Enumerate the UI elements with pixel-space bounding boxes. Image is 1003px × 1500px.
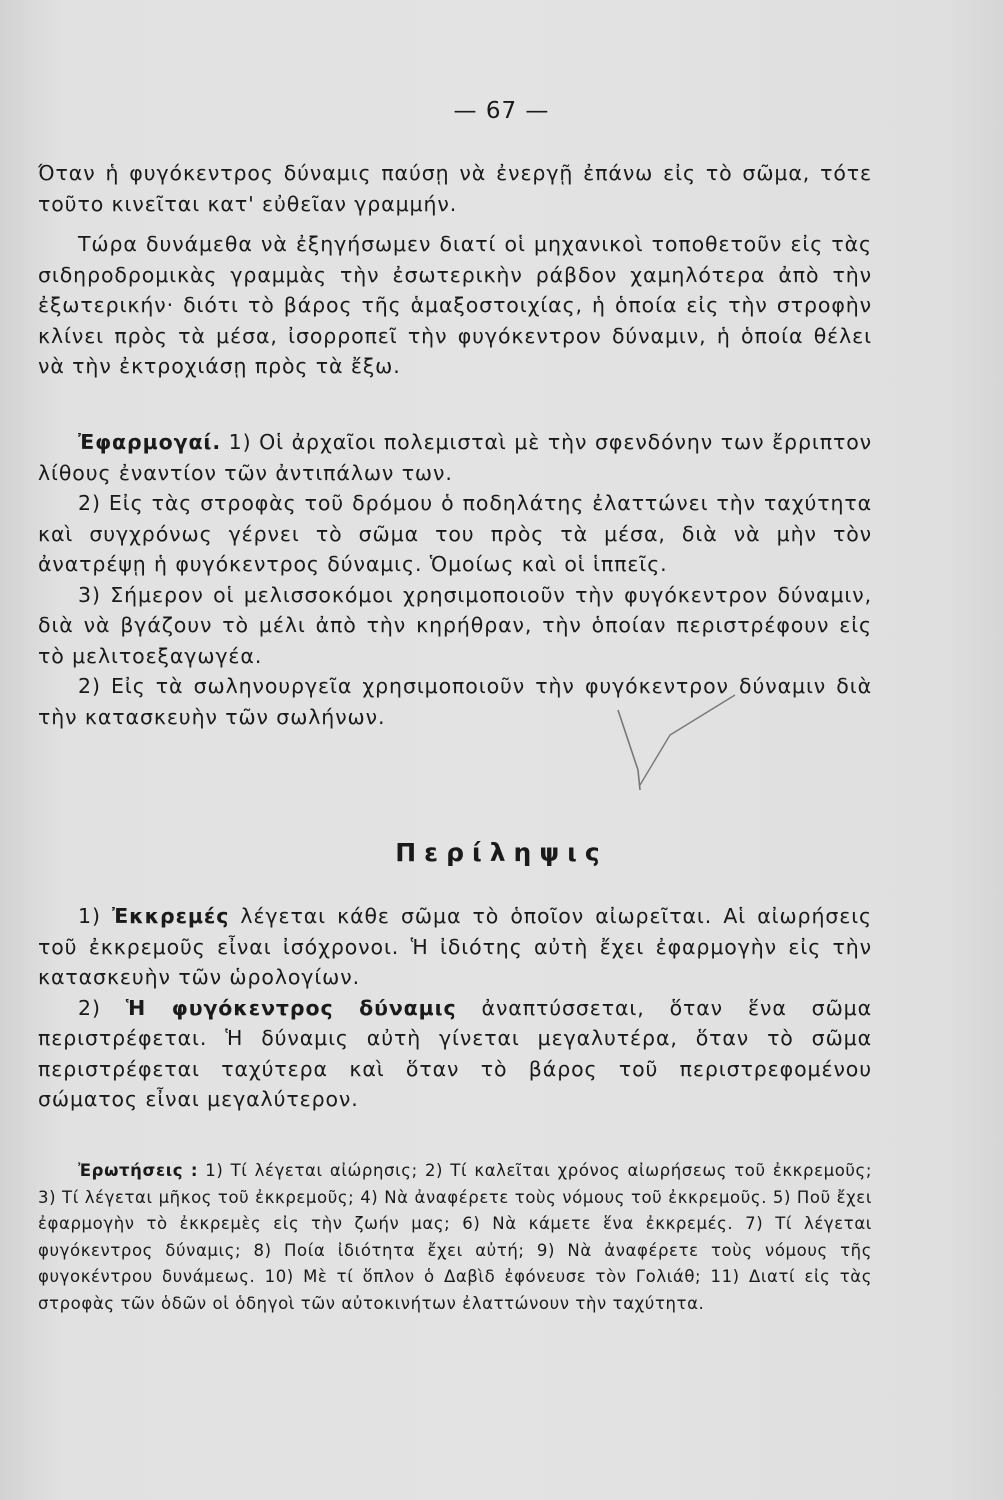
summary-item-2-term: Ἡ φυγόκεντρος δύναμις xyxy=(125,995,457,1020)
summary-section xyxy=(38,901,872,1115)
questions-paragraph xyxy=(38,1158,872,1317)
summary-item-1-term: Ἐκκρεμές xyxy=(111,904,230,928)
questions-section xyxy=(38,1158,872,1317)
applications-item-4: 2) Εἰς τὰ σωληνουργεῖα χρησιμοποιοῦν τὴν φυγόκεντρον δύναμιν διὰ τὴν κατασκευὴν τῶν σωλήνων. xyxy=(38,674,872,729)
summary-item-1 xyxy=(38,901,872,993)
pencil-checkmark-icon xyxy=(600,690,740,800)
summary-item-1-text: λέγεται κάθε σῶμα τὸ ὁποῖον αἰωρεῖται. Αἱ αἰωρήσεις τοῦ ἐκκρεμοῦς εἶναι ἰσόχρονοι. Ἡ ἰδιότης αὐτὴ ἔχει ἐφαρμογὴν εἰς τὴν κατασκευὴν τῶν ὡρολογίων. xyxy=(38,904,872,989)
page-number: — 67 — xyxy=(453,98,550,124)
paragraph-intro xyxy=(38,158,872,219)
applications-item-2: 2) Εἰς τὰς στροφὰς τοῦ δρόμου ὁ ποδηλάτης ἐλαττώνει τὴν ταχύτητα καὶ συγχρόνως γέρνει τὸ σῶμα του πρὸς τὰ μέσα, διὰ νὰ μὴν τὸν ἀνατρέψῃ ἡ φυγόκεντρος δύναμις. Ὁμοίως καὶ οἱ ἱππεῖς. xyxy=(38,491,872,576)
paragraph-intro-text: Όταν ἡ φυγόκεντρος δύναμις παύσῃ νὰ ἐνεργῇ ἐπάνω εἰς τὸ σῶμα, τότε τοῦτο κινεῖται κατ' εὐθεῖαν γραμμήν. xyxy=(38,161,872,216)
summary-item-2-number: 2) xyxy=(78,995,126,1020)
applications-item-1-text: 1) Οἱ ἀρχαῖοι πολεμισταὶ μὲ τὴν σφενδόνην των ἔρριπτον λίθους ἐναντίον τῶν ἀντιπάλων των. xyxy=(38,430,872,485)
summary-item-2 xyxy=(38,993,872,1115)
summary-item-2-text: ἀναπτύσσεται, ὅταν ἕνα σῶμα περιστρέφεται. Ἡ δύναμις αὐτὴ γίνεται μεγαλυτέρα, ὅταν τὸ σῶμα περιστρέφεται ταχύτερα καὶ ὅταν τὸ βάρος τοῦ περιστρεφομένου σώματος εἶναι μεγαλύτερον. xyxy=(38,995,872,1111)
applications-section xyxy=(38,427,872,732)
applications-label: Ἐφαρμογαί. xyxy=(78,430,222,454)
questions-text: 1) Τί λέγεται αἰώρησις; 2) Τί καλεῖται χρόνος αἰωρήσεως τοῦ ἐκκρεμοῦς; 3) Τί λέγεται μῆκος τοῦ ἐκκρεμοῦς; 4) Νὰ ἀναφέρετε τοὺς νόμους τοῦ ἐκκρεμοῦς. 5) Ποῦ ἔχει ἐφαρμογὴν τὸ ἐκκρεμὲς εἰς τὴν ζωήν μας; 6) Νὰ κάμετε ἕνα ἐκκρεμές. 7) Τί λέγεται φυγόκεντρος δύναμις; 8) Ποία ἰδιότητα ἔχει αὐτή; 9) Νὰ ἀναφέρετε τοὺς νόμους τῆς φυγοκέντρου δυνάμεως. 10) Μὲ τί ὅπλον ὁ Δαβὶδ ἐφόνευσε τὸν Γολιάθ; 11) Διατί εἰς τὰς στροφὰς τῶν ὁδῶν οἱ ὁδηγοὶ τῶν αὐτοκινήτων ἐλαττώνουν τὴν ταχύτητα. xyxy=(38,1161,872,1313)
summary-item-1-number: 1) xyxy=(78,904,112,928)
paragraph-engineers xyxy=(38,229,872,382)
applications-item-1 xyxy=(38,427,872,488)
summary-heading: Περίληψις xyxy=(395,838,608,867)
questions-label: Ἐρωτήσεις : xyxy=(78,1161,199,1180)
applications-item-3: 3) Σήμερον οἱ μελισσοκόμοι χρησιμοποιοῦν τὴν φυγόκεντρον δύναμιν, διὰ νὰ βγάζουν τὸ μέλι ἀπὸ τὴν κηρήθραν, τὴν ὁποίαν περιστρέφουν εἰς τὸ μελιτοεξαγωγέα. xyxy=(38,582,872,668)
paragraph-engineers-text: Τώρα δυνάμεθα νὰ ἐξηγήσωμεν διατί οἱ μηχανικοὶ τοποθετοῦν εἰς τὰς σιδηροδρομικὰς γραμμὰς τὴν ἐσωτερικὴν ράβδον χαμηλότερα ἀπὸ τὴν ἐξωτερικήν· διότι τὸ βάρος τῆς ἁμαξοστοιχίας, ἡ ὁποία εἰς τὴν στροφὴν κλίνει πρὸς τὰ μέσα, ἰσορροπεῖ τὴν φυγόκεντρον δύναμιν, ἡ ὁποία θέλει νὰ τὴν ἐκτροχιάσῃ πρὸς τὰ ἔξω. xyxy=(38,232,872,378)
